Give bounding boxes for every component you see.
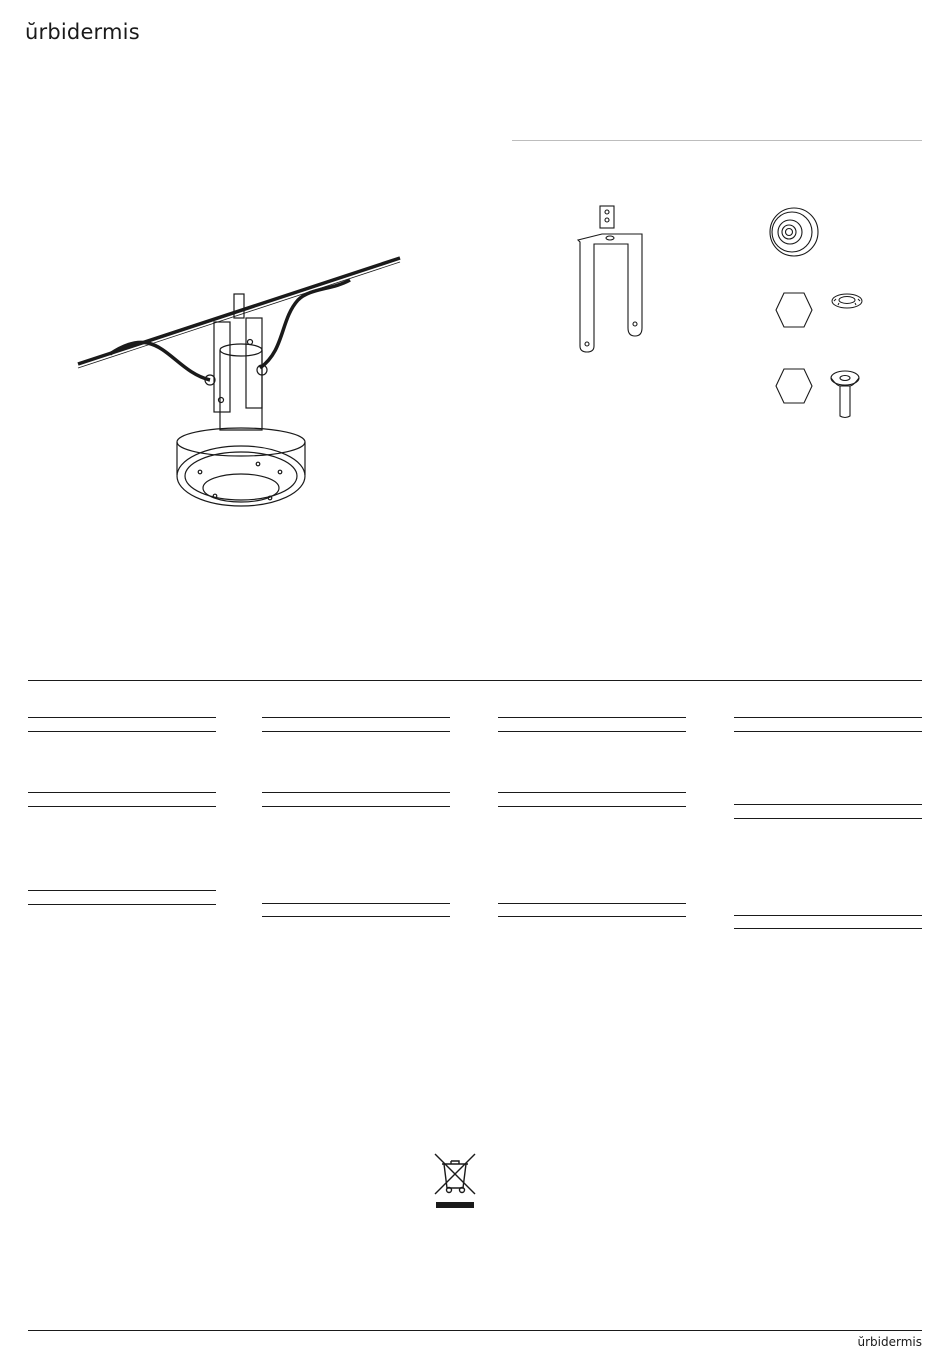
column-rule — [262, 731, 450, 732]
column-rule — [734, 928, 922, 929]
column-rule — [498, 916, 686, 917]
column-rule — [28, 717, 216, 718]
product-illustration — [70, 250, 420, 520]
column-rule — [28, 904, 216, 905]
column-rule — [498, 792, 686, 793]
column-rule — [498, 903, 686, 904]
brand-logo-text: ŭrbidermis — [25, 20, 140, 44]
small-washer-drawing — [830, 292, 864, 310]
hex-key-icon — [774, 366, 814, 406]
column-rule — [262, 792, 450, 793]
crossed-out-wheelie-bin-icon — [432, 1152, 478, 1210]
column-rule — [498, 717, 686, 718]
screw-drawing — [829, 368, 863, 420]
column-rule — [498, 806, 686, 807]
column-rule — [734, 717, 922, 718]
column-rule — [262, 916, 450, 917]
column-rule — [262, 903, 450, 904]
column-rule — [28, 792, 216, 793]
bracket-drawing — [572, 200, 652, 360]
section-divider — [28, 680, 922, 681]
column-rule — [262, 717, 450, 718]
footer-divider — [28, 1330, 922, 1331]
washer-disc-drawing — [766, 204, 822, 260]
column-rule — [734, 915, 922, 916]
column-rule — [262, 806, 450, 807]
column-rule — [734, 804, 922, 805]
column-rule — [28, 806, 216, 807]
column-rule — [734, 731, 922, 732]
hex-key-icon — [774, 290, 814, 330]
column-rule — [734, 818, 922, 819]
column-rule — [28, 890, 216, 891]
footer-brand-logo — [858, 1336, 923, 1348]
header-divider — [512, 140, 922, 141]
column-rule — [498, 731, 686, 732]
brand-logo — [25, 22, 140, 43]
column-rule — [28, 731, 216, 732]
footer-brand-text: ŭrbidermis — [857, 1335, 922, 1349]
